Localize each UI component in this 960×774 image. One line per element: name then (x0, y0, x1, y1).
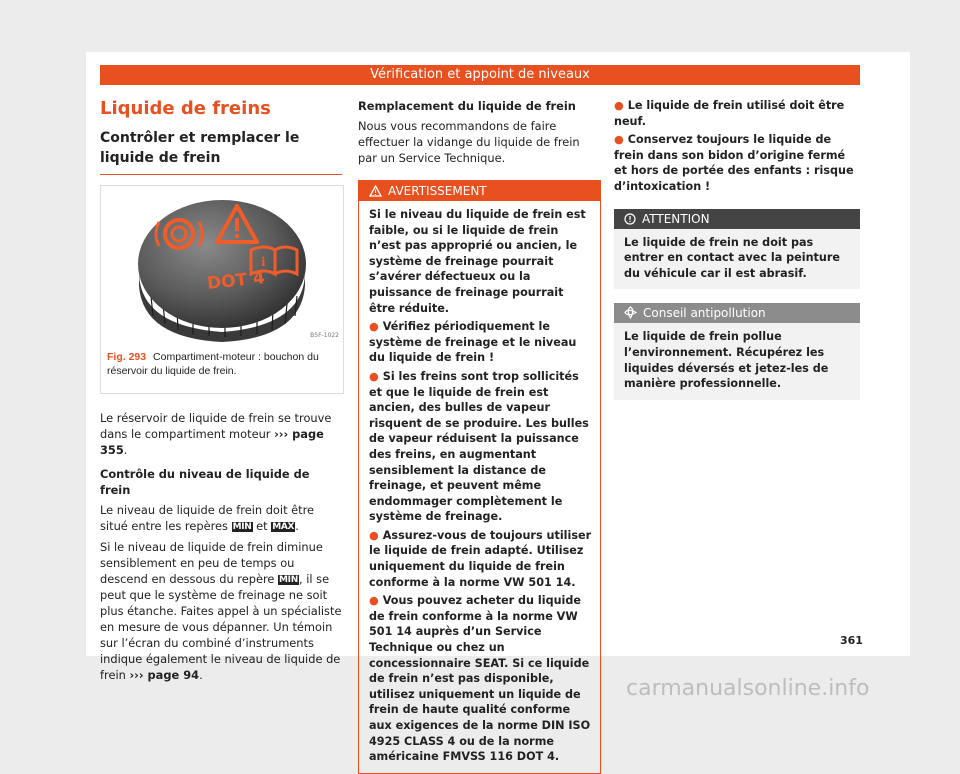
warning-body (359, 201, 600, 773)
attention-header (614, 209, 860, 229)
column-2 (358, 98, 601, 774)
attention-title: ATTENTION (642, 211, 710, 226)
figure-293 (100, 185, 344, 394)
warning-intro: Si le niveau du liquide de frein est faible, ou si le liquide de frein n’est pas approprié ou ancien, le système de freinage pourrait s’avérer défectueux ou la puissance de freinage pourrait être réduite. (369, 208, 586, 315)
attention-text: Le liquide de frein ne doit pas entrer en contact avec la peinture du véhicule car il est abrasif. (624, 235, 840, 280)
warning-bullet: ● Si les freins sont trop sollicités et que le liquide de frein est ancien, des bulles de vapeur risquent de se produire. Les bulles de vapeur réduisent la puissance des freins, en augmentant sensiblement la distance de freinage, et peuvent même endommager complètement le système de freinage. (369, 369, 589, 524)
main-title: Liquide de freins (100, 98, 271, 119)
bullet-dot-icon: ● (614, 133, 624, 147)
environment-text: Le liquide de frein pollue l’environnement. Récupérez les liquides déversés et jetez-les de manière professionnelle. (624, 330, 829, 391)
bullet-dot-icon: ● (369, 320, 379, 334)
page-number: 361 (840, 634, 863, 647)
warning-icon (369, 185, 382, 197)
figure-number: Fig. 293 (107, 351, 147, 363)
max-mark: MAX (272, 522, 295, 532)
figure-code: B5F-1022 (310, 332, 339, 339)
section-header (100, 65, 860, 85)
warning-bullet: ● Le liquide de frein utilisé doit être neuf. (614, 99, 845, 128)
heading-check-level: Contrôle du niveau de liquide de frein (100, 467, 310, 497)
section-header-title: Vérification et appoint de niveaux (370, 67, 590, 82)
warning-header (359, 181, 600, 201)
warning-box (358, 180, 601, 774)
paragraph-location: Le réservoir de liquide de frein se trouve dans le compartiment moteur ››› page 355. (100, 411, 332, 457)
paragraph-leak: Si le niveau de liquide de frein diminue sensiblement en peu de temps ou descend en dessous du repère MIN, il se peut que le système de freinage ne soit plus étanche. Faites appel à un spécialiste en mesure de vous dépanner. Un témoin sur l’écran du combiné d’instruments indique également le niveau de liquide de frein ››› page 94. (100, 540, 342, 682)
watermark-text: carmanualsonline.info (626, 676, 870, 701)
page-link-355[interactable]: ››› page 355 (100, 427, 324, 457)
environment-box (614, 303, 860, 399)
column-1 (100, 98, 342, 683)
dot4-label: DOT 4 (206, 268, 266, 295)
attention-box (614, 209, 860, 290)
bullet-dot-icon: ● (369, 369, 379, 383)
warning-bullet: ● Conservez toujours le liquide de frein dans son bidon d’origine fermé et hors de portée des enfants : risque d’intoxication ! (614, 133, 854, 193)
paragraph-level: Le niveau de liquide de frein doit être situé entre les repères MIN et MAX. (100, 503, 315, 533)
brake-fluid-cap-illustration (101, 186, 343, 346)
warning-bullet: ● Vous pouvez acheter du liquide de frein conforme à la norme VW 501 14 auprès d’un Service Technique ou chez un concessionnaire SEAT. Si ce liquide de frein n’est pas disponible, utilisez uniquement un liquide de frein de haute qualité conforme aux exigences de la norme DIN ISO 4925 CLASS 4 ou de la norme américaine FMVSS 116 DOT 4. (369, 594, 591, 764)
attention-circle-icon (624, 213, 636, 225)
column-3 (614, 98, 860, 400)
paragraph-replace: Nous vous recommandons de faire effectuer la vidange du liquide de frein par un Service Technique. (358, 119, 580, 165)
min-mark: MIN (232, 522, 252, 532)
page-link-94[interactable]: ››› page 94 (129, 668, 200, 682)
environment-title: Conseil antipollution (643, 306, 766, 321)
svg-text:i: i (261, 255, 266, 269)
bullet-dot-icon: ● (369, 594, 379, 608)
warning-bullet: ● Assurez-vous de toujours utiliser le liquide de frein adapté. Utilisez uniquement du liquide de frein conforme à la norme VW 501 14. (369, 528, 592, 589)
figure-caption-text: Compartiment-moteur : bouchon du réservoir du liquide de frein. (107, 351, 319, 377)
min-mark-2: MIN (279, 575, 298, 585)
figure-caption (107, 350, 337, 378)
heading-replace: Remplacement du liquide de frein (358, 99, 576, 113)
bullet-dot-icon: ● (369, 528, 379, 542)
sub-title: Contrôler et remplacer le liquide de frein (100, 128, 342, 175)
warning-title: AVERTISSEMENT (388, 184, 487, 198)
environment-leaf-icon (624, 306, 637, 319)
continued-bullets (614, 98, 860, 195)
environment-header (614, 303, 860, 323)
bullet-dot-icon: ● (614, 99, 624, 112)
warning-bullet: ● Vérifiez périodiquement le système de freinage et le niveau du liquide de frein ! (369, 320, 577, 365)
